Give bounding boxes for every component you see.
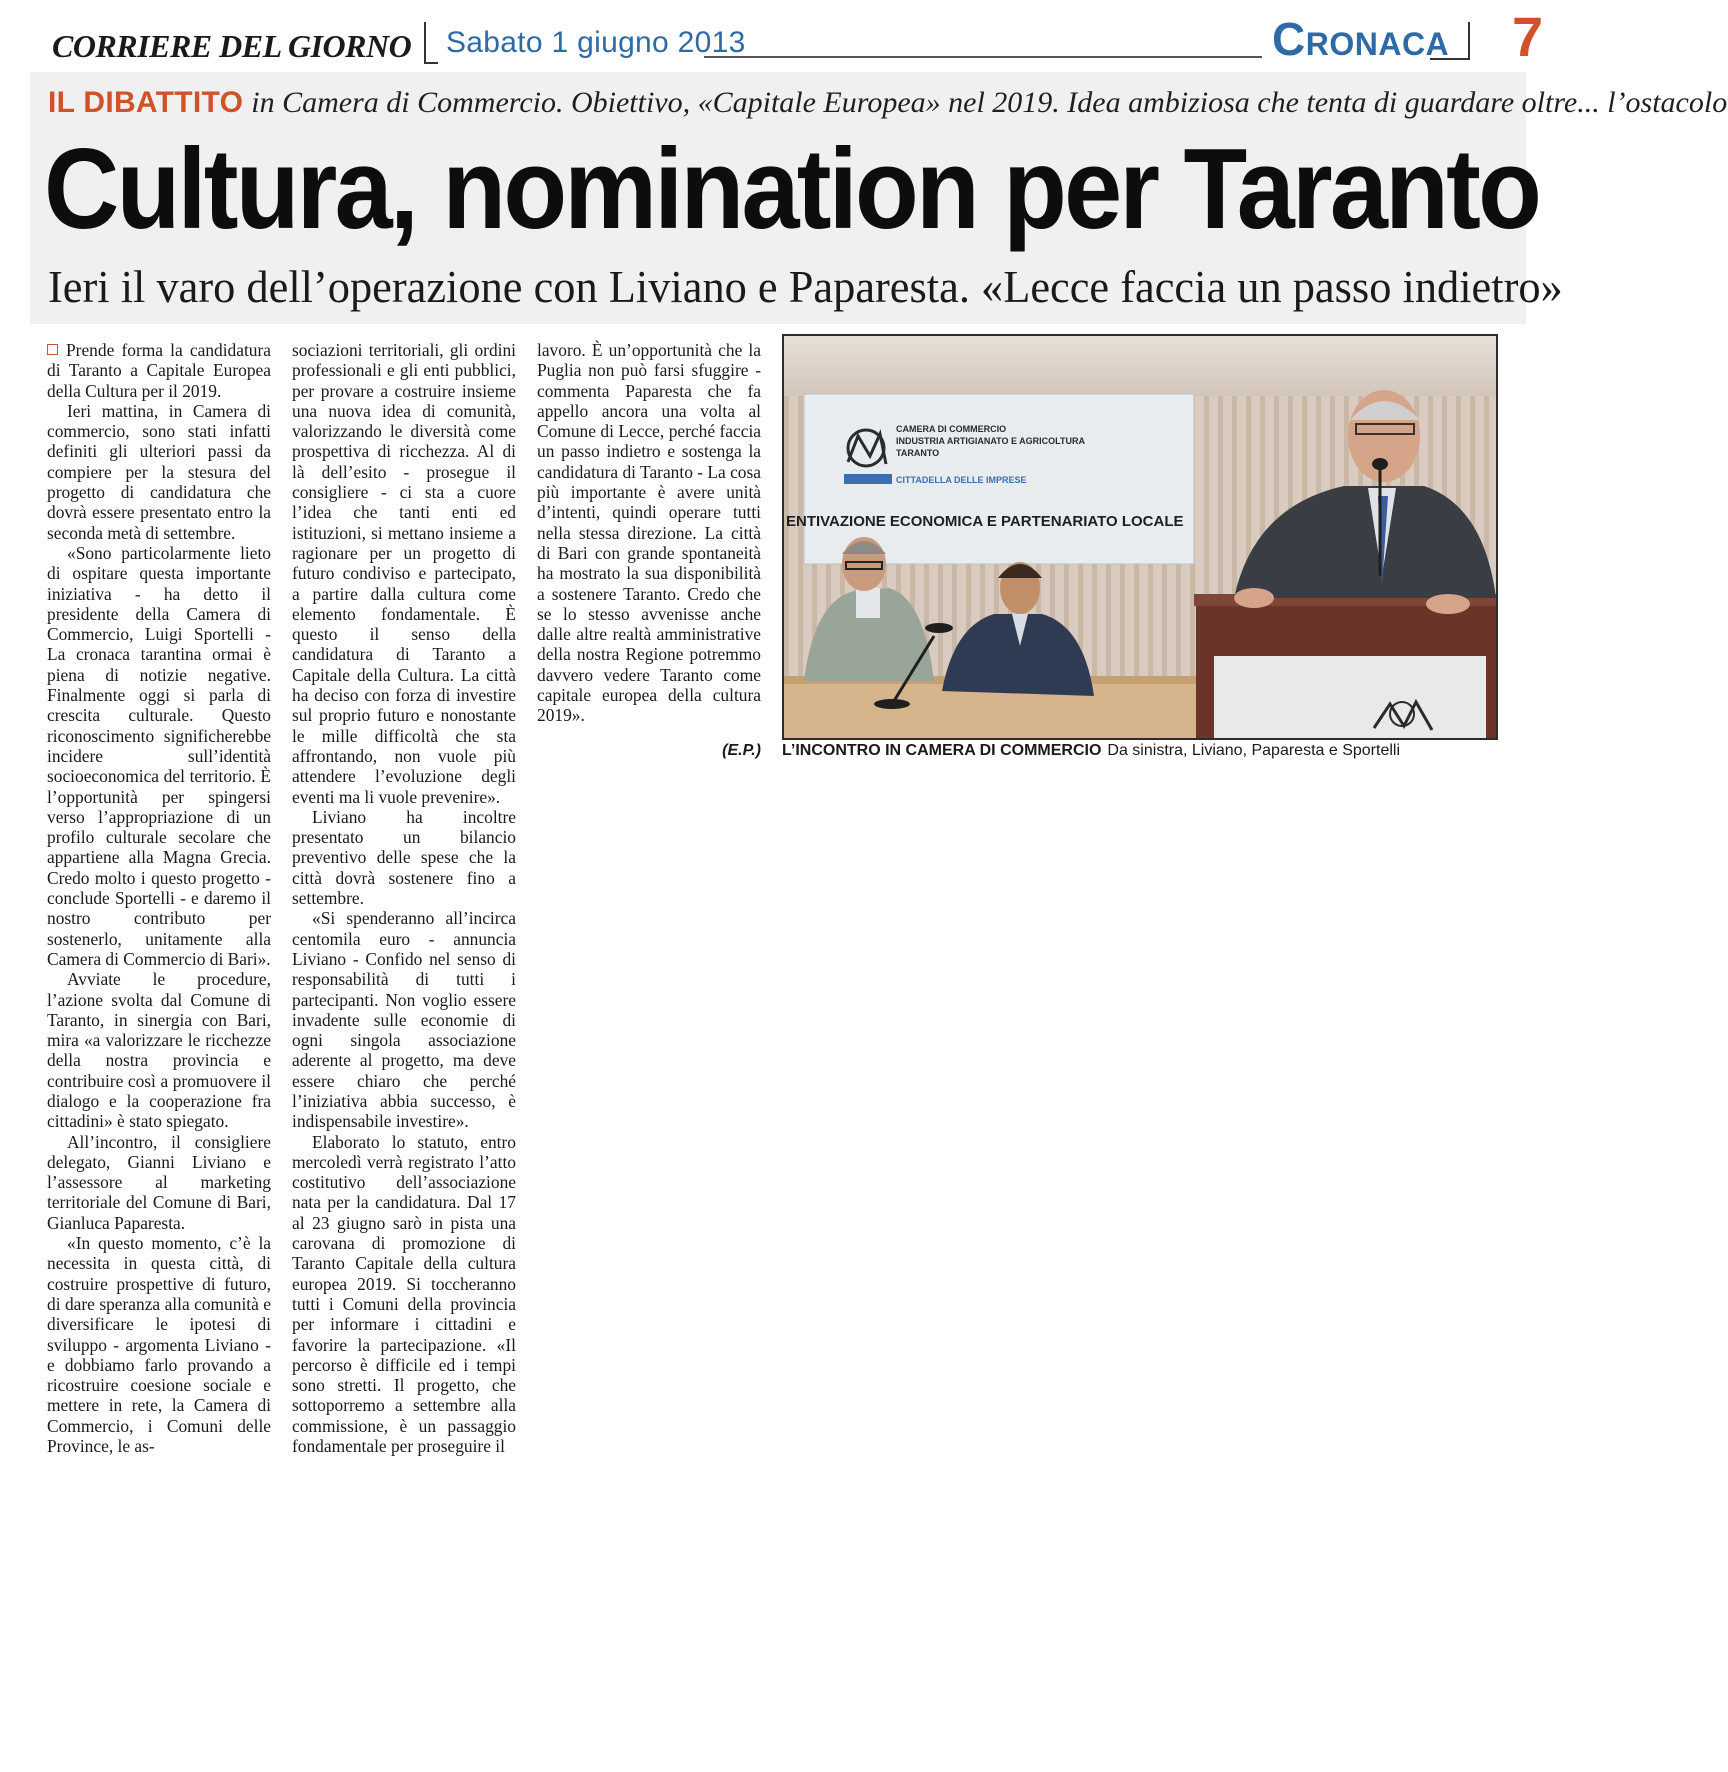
- article-paragraph: Elaborato lo statuto, entro mercoledì verrà registrato l’atto costitutivo dell’associazione nata per la candidatura. Dal 17 al 23 giugno sarò in pista una carovana di promozione di Taranto Capitale della cultura europea 2019. Si toccheranno tutti i Comuni della provincia per informare i cittadini e favorire la partecipazione. «Il percorso è difficile ed i tempi sono stretti. Il progetto, che sottoporremo a settembre alla commissione, è un passaggio fondamentale per proseguire il: [292, 1131, 516, 1457]
- article-column-3: [537, 340, 761, 726]
- author-byline: (E.P.): [722, 742, 761, 759]
- issue-date: Sabato 1 giugno 2013: [446, 26, 746, 59]
- headline: Cultura, nomination per Taranto: [44, 126, 1540, 253]
- article-paragraph: Ieri mattina, in Camera di commercio, sono stati infatti definiti gli ulteriori passi da compiere per la stesura del progetto di candidatura che dovrà essere presentato entro la seconda metà di settembre.: [47, 400, 271, 543]
- article-paragraph: «Sono particolarmente lieto di ospitare questa importante iniziativa - ha detto il presidente della Camera di Commercio, Luigi Sportelli - La cronaca tarantina ormai è piena di notizie negative. Finalmente oggi si parla di crescita culturale. Questo riconoscimento significherebbe incidere sull’identità socioeconomica del territorio. È l’opportunità per spingersi verso l’appropriazione di un profilo culturale secolare che appartiene alla Magna Grecia. Credo molto i questo progetto - conclude Sportelli - e daremo il nostro contributo per sostenerlo, unitamente alla Camera di Commercio di Bari».: [47, 542, 271, 969]
- kicker: [48, 86, 1728, 120]
- subheadline: Ieri il varo dell’operazione con Liviano e Paparesta. «Lecce faccia un passo indietro»: [48, 261, 1563, 312]
- sign-banner: ENTIVAZIONE ECONOMICA E PARTENARIATO LOCALE: [786, 513, 1184, 530]
- bullet-square-icon: [47, 344, 58, 355]
- date-bracket: [424, 22, 438, 64]
- sign-line-1: CAMERA DI COMMERCIO: [896, 424, 1007, 434]
- photo-caption: [782, 742, 1494, 760]
- article-column-1: [47, 340, 271, 1456]
- article-paragraph: «In questo momento, c’è la necessita in questa città, di costruire prospettive di futuro, di dare speranza alla comunità e diversificare le ipotesi di sviluppo - argomenta Liviano - e dobbiamo farlo provando a ricostruire coesione sociale e mettere in rete, la Camera di Commercio, i Comuni delle Province, le as-: [47, 1233, 271, 1457]
- newspaper-name: CORRIERE DEL GIORNO: [52, 28, 412, 64]
- article-paragraph: sociazioni territoriali, gli ordini professionali e gli enti pubblici, per provare a costruire insieme una nuova idea di comunità, valorizzando le diversità come prospettiva di ricchezza. Al di là dell’esito - prosegue il consigliere - ci sta a cuore l’idea che tanti enti ed istituzioni, si mettano insieme a ragionare per un progetto di futuro condiviso e partecipato, a partire dalla cultura come elemento fondamentale. È questo il senso della candidatura di Taranto a Capitale della Cultura. La città ha deciso con forza di investire sul proprio futuro e nonostante le mille difficoltà che sta affrontando, non vuole più attendere l’evoluzione degli eventi ma li vuole prevenire».: [292, 340, 516, 807]
- sign-line-3: TARANTO: [896, 448, 940, 458]
- page-number: 7: [1512, 5, 1544, 68]
- photo-illustration: [784, 336, 1496, 738]
- article-column-2: [292, 340, 516, 1456]
- article-paragraph: All’incontro, il consigliere delegato, Gianni Liviano e l’assessore al marketing territoriale del Comune di Bari, Gianluca Paparesta.: [47, 1131, 271, 1233]
- caption-text: Da sinistra, Liviano, Paparesta e Sportelli: [1107, 742, 1400, 759]
- article-paragraph: lavoro. È un’opportunità che la Puglia non può farsi sfuggire - commenta Paparesta che fa appello ancora una volta al Comune di Lecce, perché faccia un passo indietro e sostenga la candidatura di Taranto - La cosa più importante è avere unità d’intenti, quindi operare tutti nella stessa direzione. La città di Bari con grande spontaneità ha mostrato la sua disponibilità a sostenere Taranto. Credo che se lo stesso avvenisse anche dalle altre realtà amministrative della nostra Regione potremmo davvero vedere Taranto come capitale europea della cultura 2019».: [537, 340, 761, 726]
- article-paragraph: Avviate le procedure, l’azione svolta dal Comune di Taranto, in sinergia con Bari, mira «a valorizzare le ricchezze della nostra provincia e contribuire così a promuovere il dialogo e la cooperazione fra cittadini» è stato spiegato.: [47, 969, 271, 1132]
- section-bracket: [1430, 22, 1470, 60]
- sign-tag: CITTADELLA DELLE IMPRESE: [896, 475, 1027, 485]
- masthead: [52, 6, 1692, 68]
- kicker-text: in Camera di Commercio. Obiettivo, «Capitale Europea» nel 2019. Idea ambiziosa che tenta di guardare oltre... l’ostacolo: [251, 86, 1728, 119]
- article-paragraph: «Si spenderanno all’incirca centomila euro - annuncia Liviano - Confido nel senso di responsabilità di tutti i partecipanti. Non voglio essere invadente sulle economie di ogni singola associazione aderente al progetto, ma deve essere chiaro che perché l’iniziativa abbia successo, è indispensabile investire».: [292, 908, 516, 1132]
- caption-title: L’INCONTRO IN CAMERA DI COMMERCIO: [782, 742, 1102, 759]
- kicker-tag: IL DIBATTITO: [48, 86, 244, 119]
- section-title: Cronaca: [1272, 13, 1450, 65]
- sign-line-2: INDUSTRIA ARTIGIANATO E AGRICOLTURA: [896, 436, 1085, 446]
- article-paragraph: Prende forma la candidatura di Taranto a Capitale Europea della Cultura per il 2019.: [47, 340, 271, 401]
- article-paragraph: Liviano ha incoltre presentato un bilancio preventivo delle spese che la città dovrà sostenere fino a settembre.: [292, 806, 516, 909]
- masthead-rule: [704, 56, 1262, 58]
- event-photo: [782, 334, 1498, 740]
